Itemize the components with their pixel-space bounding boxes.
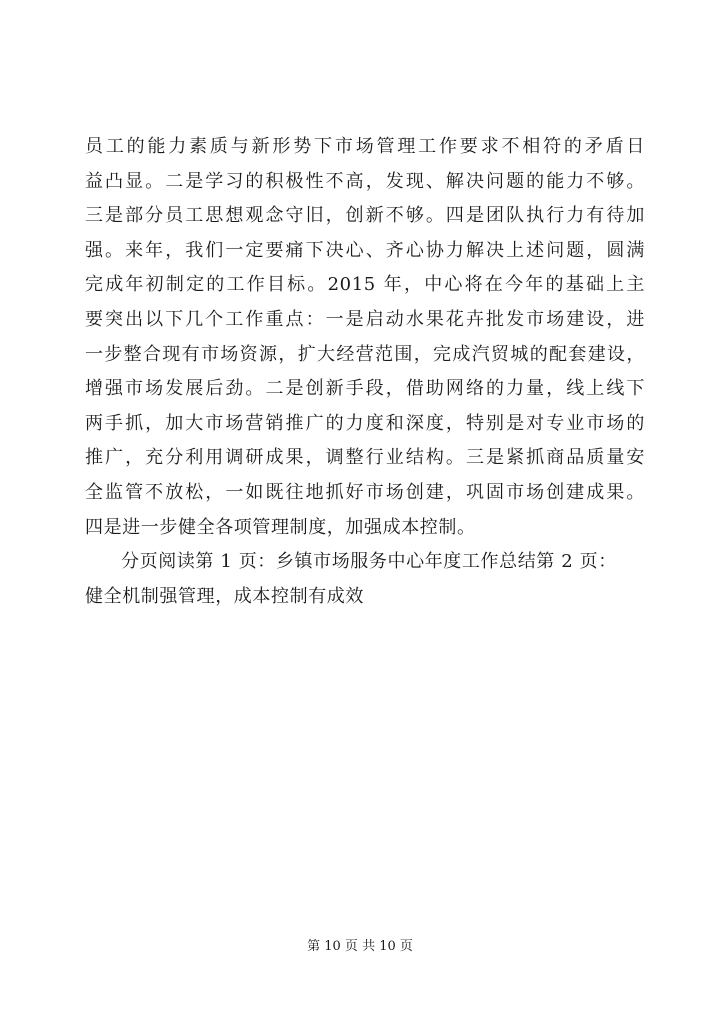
paragraph-line: 三是部分员工思想观念守旧，创新不够。四是团队执行力有待加 [85, 205, 645, 227]
paragraph-line: 两手抓，加大市场营销推广的力度和深度，特别是对专业市场的 [85, 412, 645, 434]
body-text [85, 130, 645, 614]
paragraph-line: 全监管不放松，一如既往地抓好市场创建，巩固市场创建成果。 [85, 481, 645, 503]
paragraph-line: 四是进一步健全各项管理制度，加强成本控制。 [85, 516, 476, 538]
page-links-line: 分页阅读第 1 页：乡镇市场服务中心年度工作总结第 2 页： [121, 551, 617, 573]
paragraph-line: 增强市场发展后劲。二是创新手段，借助网络的力量，线上线下 [85, 378, 645, 400]
paragraph-line: 推广，充分利用调研成果，调整行业结构。三是紧抓商品质量安 [85, 447, 645, 469]
paragraph-line: 完成年初制定的工作目标。2015 年，中心将在今年的基础上主 [85, 274, 645, 296]
paragraph-line: 一步整合现有市场资源，扩大经营范围，完成汽贸城的配套建设， [85, 343, 645, 365]
paragraph-line: 要突出以下几个工作重点：一是启动水果花卉批发市场建设，进 [85, 308, 645, 330]
paragraph-line: 益凸显。二是学习的积极性不高，发现、解决问题的能力不够。 [85, 170, 645, 192]
paragraph-line: 强。来年，我们一定要痛下决心、齐心协力解决上述问题，圆满 [85, 239, 645, 261]
paragraph-line: 员工的能力素质与新形势下市场管理工作要求不相符的矛盾日 [85, 136, 645, 157]
page-number-footer: 第 10 页 共 10 页 [307, 939, 413, 954]
page-links-line: 健全机制强管理，成本控制有成效 [85, 585, 364, 607]
